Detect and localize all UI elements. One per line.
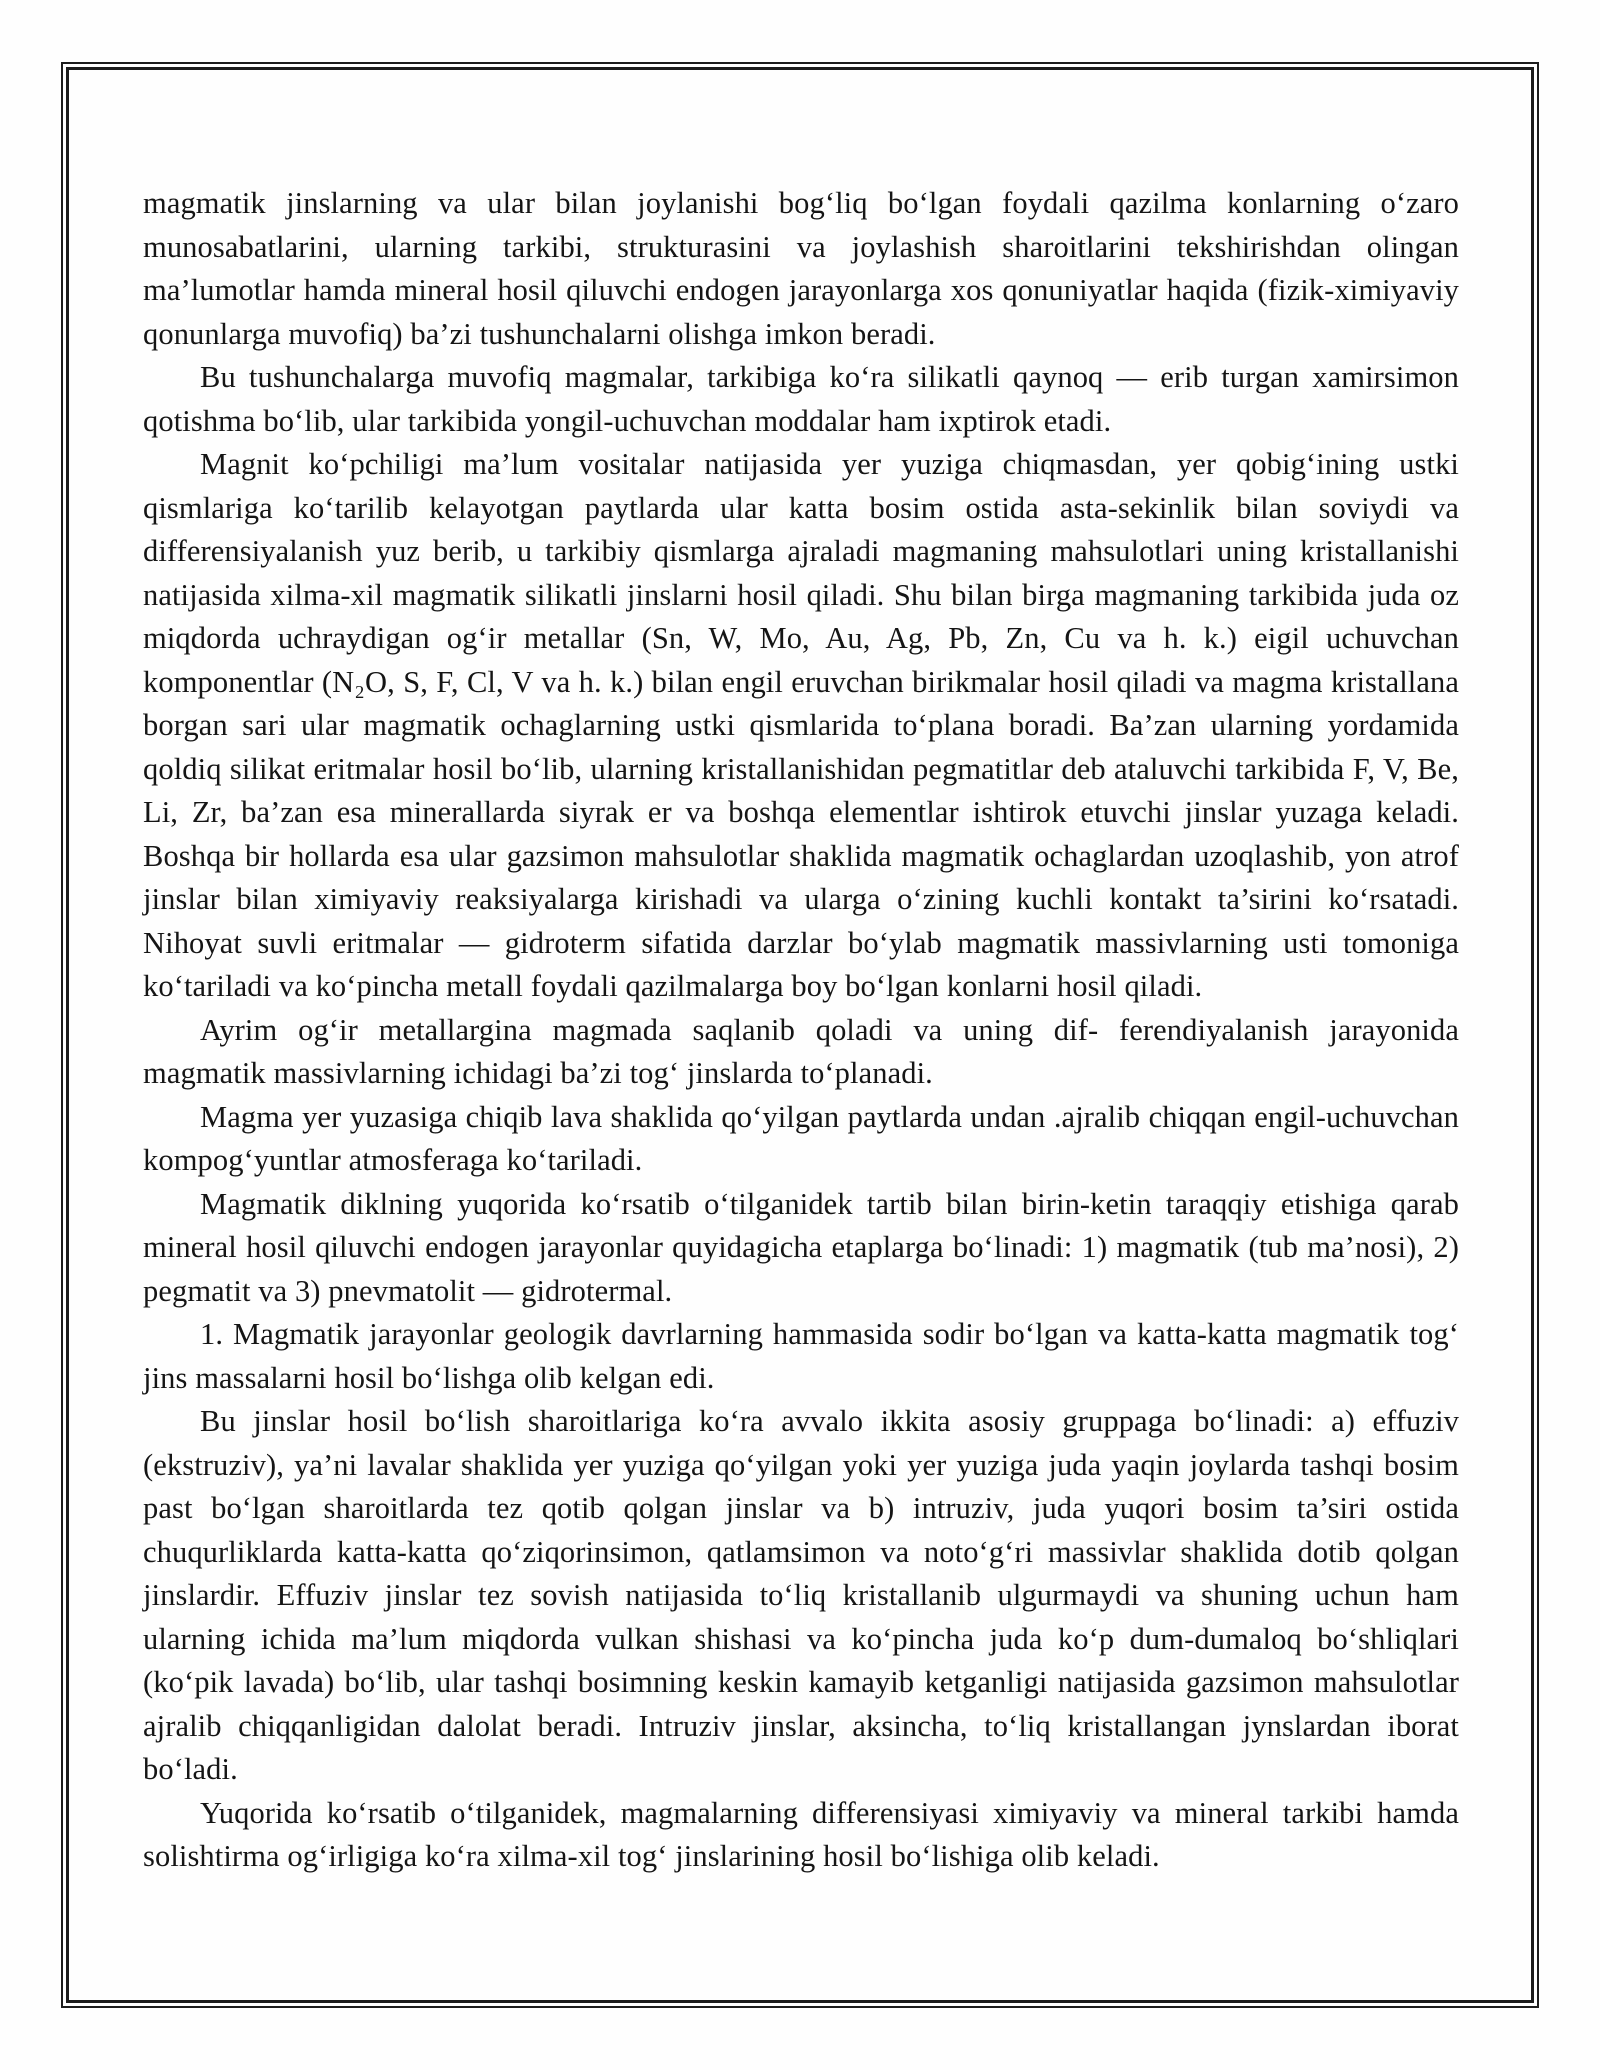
paragraph: Magmatik diklning yuqorida ko‘rsatib o‘tilganidek tartib bilan birin-ketin taraqqiy etishiga qarab mineral hosil qiluvchi endogen jarayonlar quyidagicha etaplarga bo‘linadi: 1) magmatik (tub ma’nosi), 2) pegmatit va 3) pnevmatolit — gidrotermal.: [143, 1186, 1459, 1308]
page-border-frame: [61, 62, 1539, 2008]
body-text-block: [143, 182, 1459, 1879]
paragraph: 1. Magmatik jarayonlar geologik davrlarning hammasida sodir bo‘lgan va katta-katta magmatik tog‘ jins massalarni hosil bo‘lishga olib kelgan edi.: [143, 1317, 1459, 1395]
paragraph: magmatik jinslarning va ular bilan joylanishi bog‘liq bo‘lgan foydali qazilma konlarning o‘zaro munosabatlarini, ularning tarkibi, strukturasini va joylashish sharoitlarini tekshirishdan olingan ma’lumotlar hamda mineral hosil qiluvchi endogen jarayonlarga xos qonuniyatlar haqida (fizik-ximiyaviy qonunlarga muvofiq) ba’zi tushunchalarni olishga imkon beradi.: [143, 186, 1459, 351]
paragraph: Magnit ko‘pchiligi ma’lum vositalar natijasida yer yuziga chiqmasdan, yer qobig‘ining ustki qismlariga ko‘tarilib kelayotgan paytlarda ular katta bosim ostida asta-sekinlik bilan soviydi va differensiyalanish yuz berib, u tarkibiy qismlarga ajraladi magmaning mahsulotlari uning kristallanishi natijasida xilma-xil magmatik silikatli jinslarni hosil qiladi. Shu bilan birga magmaning tarkibida juda oz miqdorda uchraydigan og‘ir metallar (Sn, W, Mo, Au, Ag, Pb, Zn, Cu va h. k.) eigil uchuvchan komponentlar (N₂O, S, F, Cl, V va h. k.) bilan engil eruvchan birikmalar hosil qiladi va magma kristallana borgan sari ular magmatik ochaglarning ustki qismlarida to‘plana boradi. Ba’zan ularning yordamida qoldiq silikat eritmalar hosil bo‘lib, ularning kristallanishidan pegmatitlar deb ataluvchi tarkibida F, V, Be, Li, Zr, ba’zan esa minerallarda siyrak er va boshqa elementlar ishtirok etuvchi jinslar yuzaga keladi. Boshqa bir hollarda esa ular gazsimon mahsulotlar shaklida magmatik ochaglardan uzoqlashib, yon atrof jinslar bilan ximiyaviy reaksiyalarga kirishadi va ularga o‘zining kuchli kontakt ta’sirini ko‘rsatadi. Nihoyat suvli eritmalar — gidroterm sifatida darzlar bo‘ylab magmatik massivlarning usti tomoniga ko‘tariladi va ko‘pincha metall foydali qazilmalarga boy bo‘lgan konlarni hosil qiladi.: [143, 447, 1459, 1003]
paragraph: Magma yer yuzasiga chiqib lava shaklida qo‘yilgan paytlarda undan .ajralib chiqqan engil-uchuvchan kompog‘yuntlar atmosferaga ko‘tariladi.: [143, 1099, 1459, 1177]
paragraph: Bu tushunchalarga muvofiq magmalar, tarkibiga ko‘ra silikatli qaynoq — erib turgan xamirsimon qotishma bo‘lib, ular tarkibida yongil-uchuvchan moddalar ham ixptirok etadi.: [143, 360, 1459, 438]
paragraph: Yuqorida ko‘rsatib o‘tilganidek, magmalarning differensiyasi ximiyaviy va mineral tarkibi hamda solishtirma og‘irligiga ko‘ra xilma-xil tog‘ jinslarining hosil bo‘lishiga olib keladi.: [143, 1795, 1459, 1873]
paragraph: Bu jinslar hosil bo‘lish sharoitlariga ko‘ra avvalo ikkita asosiy gruppaga bo‘linadi: a) effuziv (ekstruziv), ya’ni lavalar shaklida yer yuziga qo‘yilgan yoki yer yuziga juda yaqin joylarda tashqi bosim past bo‘lgan sharoitlarda tez qotib qolgan jinslar va b) intruziv, juda yuqori bosim ta’siri ostida chuqurliklarda katta-katta qo‘ziqorinsimon, qatlamsimon va noto‘g‘ri massivlar shaklida dotib qolgan jinslardir. Effuziv jinslar tez sovish natijasida to‘liq kristallanib ulgurmaydi va shuning uchun ham ularning ichida ma’lum miqdorda vulkan shishasi va ko‘pincha juda ko‘p dum-dumaloq bo‘shliqlari (ko‘pik lavada) bo‘lib, ular tashqi bosimning keskin kamayib ketganligi natijasida gazsimon mahsulotlar ajralib chiqqanligidan dalolat beradi. Intruziv jinslar, aksincha, to‘liq kristallangan jynslardan iborat bo‘ladi.: [143, 1404, 1459, 1786]
paragraph: Ayrim og‘ir metallargina magmada saqlanib qoladi va uning dif- ferendiyalanish jarayonida magmatik massivlarning ichidagi ba’zi tog‘ jinslarda to‘planadi.: [143, 1012, 1459, 1090]
page-border-inner-rule: [66, 67, 1534, 2003]
